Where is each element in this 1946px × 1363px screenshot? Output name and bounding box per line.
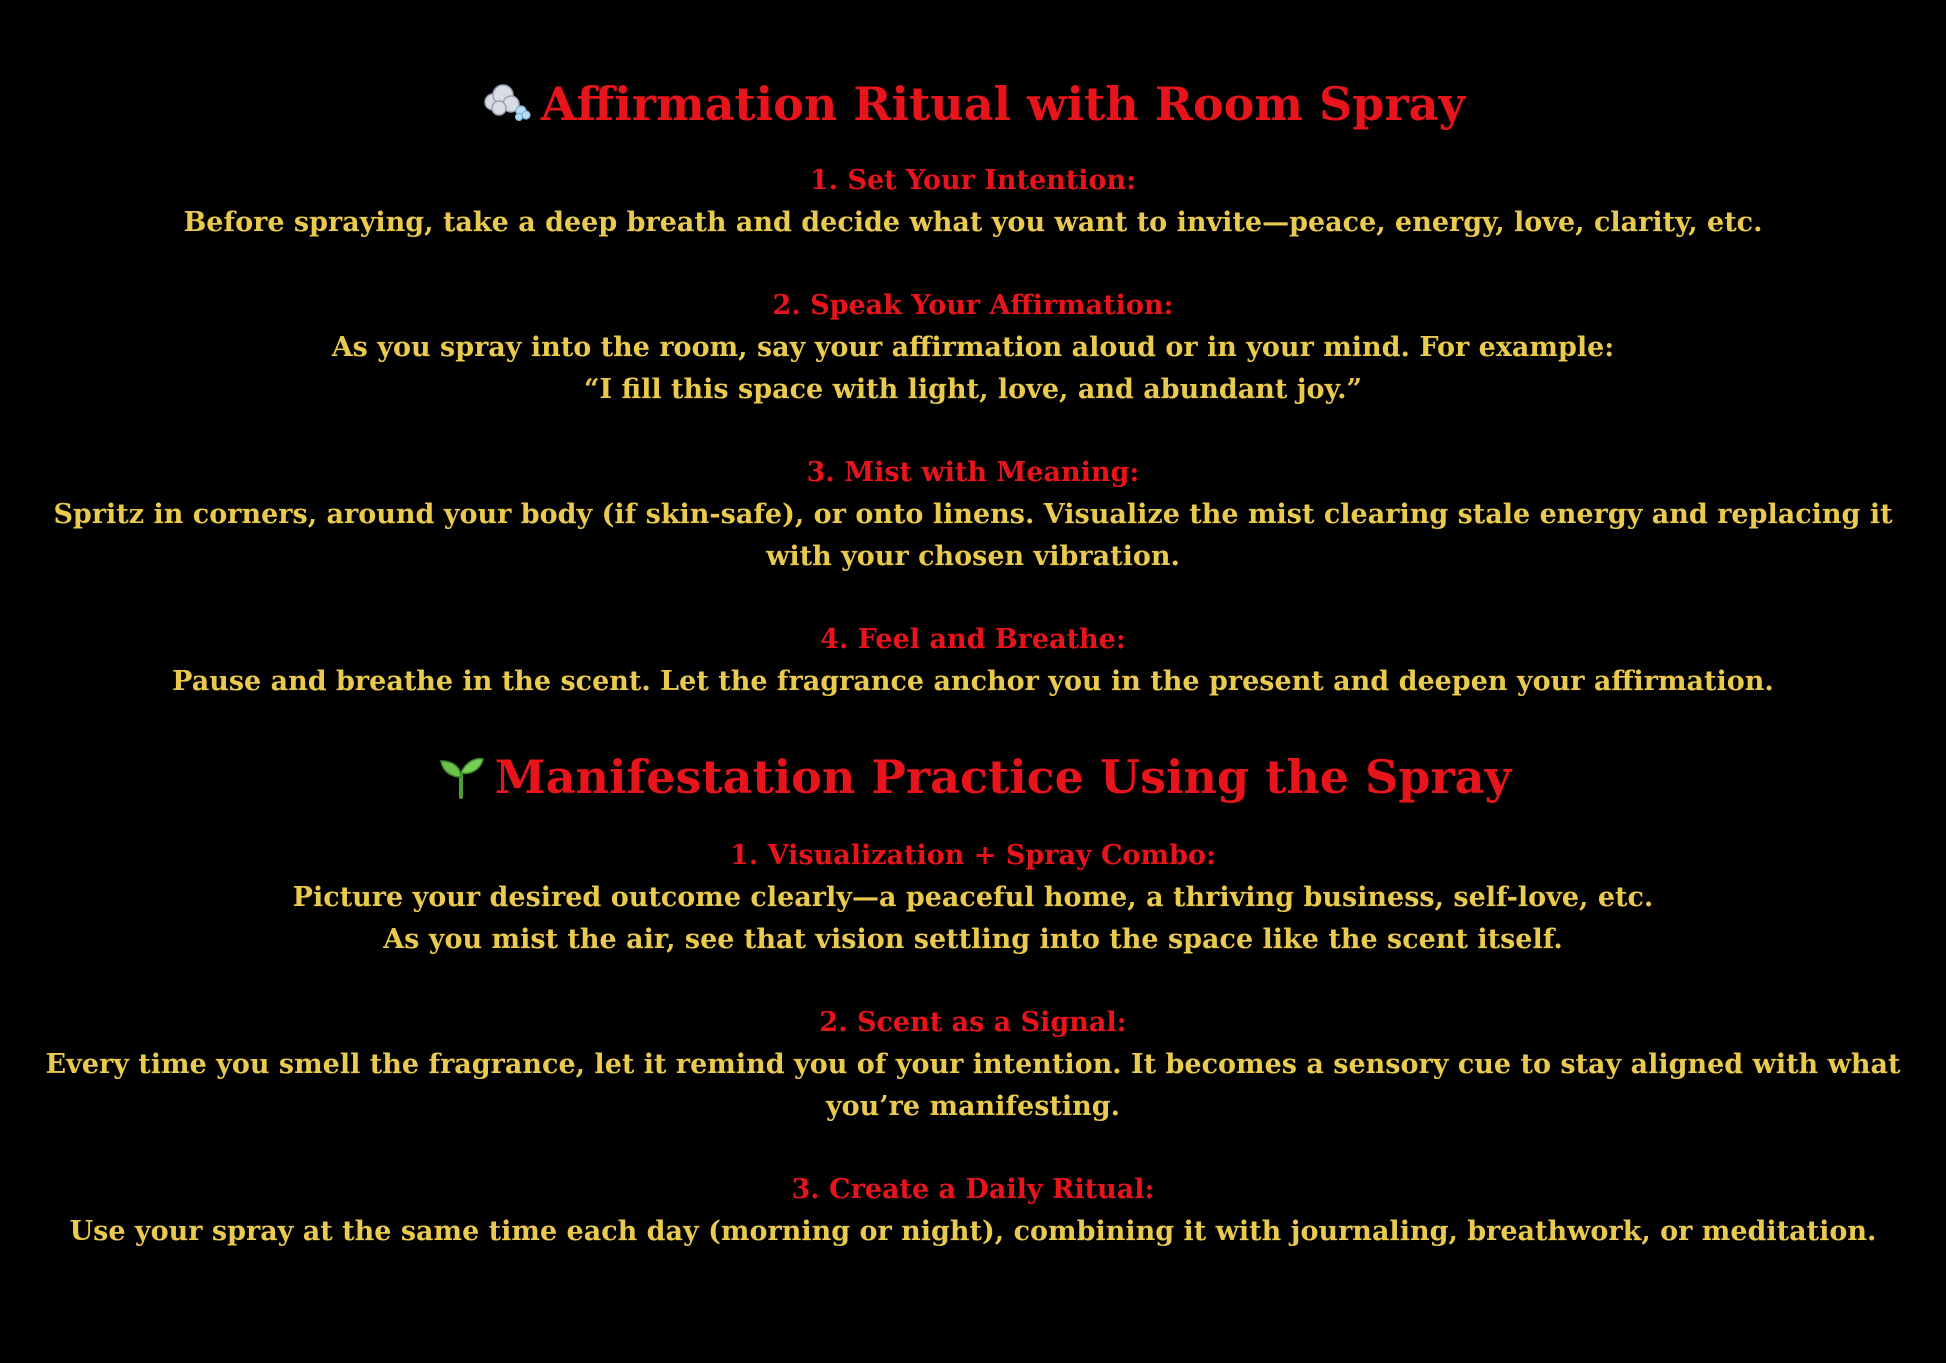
affirmation-steps <box>0 160 1946 703</box>
step-text: Every time you smell the fragrance, let it remind you of your intention. It becomes a sensory cue to stay aligned with what you’re manifesting. <box>45 1049 1901 1122</box>
step-text: Pause and breathe in the scent. Let the fragrance anchor you in the present and deepen your affirmation. <box>172 666 1774 697</box>
step-text: As you mist the air, see that vision settling into the space like the scent itself. <box>383 924 1563 955</box>
dash-cloud-icon <box>481 78 533 124</box>
step-heading: 3. Create a Daily Ritual: <box>791 1174 1155 1205</box>
step-text: As you spray into the room, say your affirmation aloud or in your mind. For example: <box>331 332 1615 363</box>
step-heading: 1. Set Your Intention: <box>809 165 1137 196</box>
step-heading: 2. Speak Your Affirmation: <box>772 290 1174 321</box>
step-text: Spritz in corners, around your body (if skin-safe), or onto linens. Visualize the mist clearing stale energy and replacing it with your chosen vibration. <box>53 499 1893 572</box>
step-text: Picture your desired outcome clearly—a peaceful home, a thriving business, self-love, etc. <box>292 882 1654 913</box>
step-text: Use your spray at the same time each day (morning or night), combining it with journaling, breathwork, or meditation. <box>69 1216 1877 1247</box>
manifestation-steps <box>0 835 1946 1253</box>
step-heading: 3. Mist with Meaning: <box>806 457 1140 488</box>
manifestation-practice-section <box>0 745 1946 1253</box>
step-mist-meaning <box>0 452 1946 578</box>
section-title-text: Manifestation Practice Using the Spray <box>494 750 1512 804</box>
step-text: Before spraying, take a deep breath and decide what you want to invite—peace, energy, love, clarity, etc. <box>183 207 1763 238</box>
step-heading: 1. Visualization + Spray Combo: <box>730 840 1216 871</box>
step-visualization-combo <box>0 835 1946 961</box>
step-text: “I fill this space with light, love, and abundant joy.” <box>583 374 1363 405</box>
section-title-affirmation <box>0 72 1946 136</box>
step-speak-affirmation <box>0 285 1946 411</box>
step-set-intention <box>0 160 1946 244</box>
step-heading: 4. Feel and Breathe: <box>820 624 1126 655</box>
section-title-text: Affirmation Ritual with Room Spray <box>540 77 1466 131</box>
seedling-icon <box>435 751 487 797</box>
affirmation-ritual-section <box>0 72 1946 703</box>
step-feel-breathe <box>0 619 1946 703</box>
section-title-manifestation <box>0 745 1946 809</box>
step-heading: 2. Scent as a Signal: <box>819 1007 1127 1038</box>
step-daily-ritual <box>0 1169 1946 1253</box>
step-scent-signal <box>0 1002 1946 1128</box>
